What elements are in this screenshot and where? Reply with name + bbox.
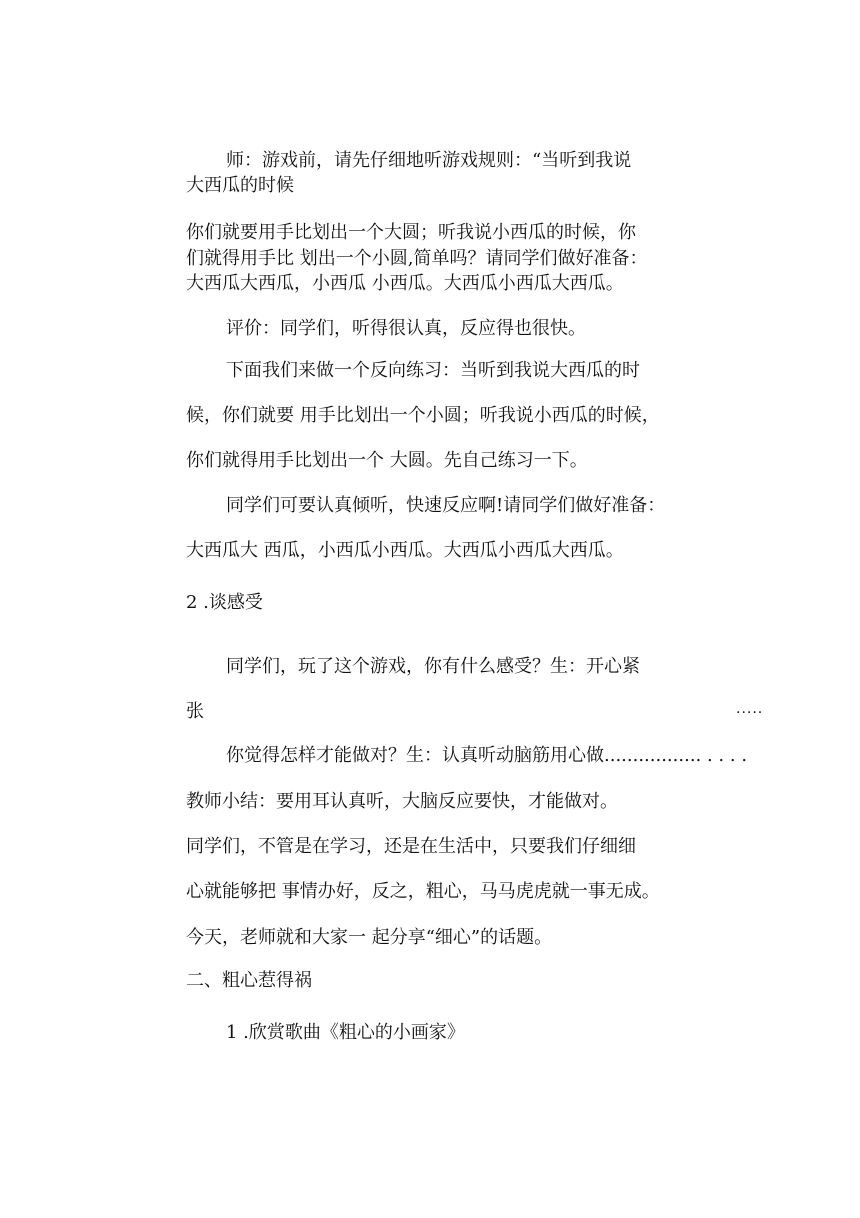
paragraph-line: 教师小结：要用耳认真听，大脑反应要快，才能做对。 xyxy=(186,791,618,812)
paragraph-line: 候，你们就要 用手比划出一个小圆；听我说小西瓜的时候， xyxy=(186,405,660,426)
paragraph-line: 你们就得用手比划出一个 大圆。先自己练习一下。 xyxy=(186,450,588,471)
subsection-heading: 1 .欣赏歌曲《粗心的小画家》 xyxy=(226,1022,465,1043)
paragraph-line: 大西瓜大 西瓜，小西瓜小西瓜。大西瓜小西瓜大西瓜。 xyxy=(186,540,624,561)
paragraph-line: 们就得用手比 划出一个小圆,简单吗？请同学们做好准备： xyxy=(186,248,648,269)
paragraph-line: 同学们可要认真倾听，快速反应啊!请同学们做好准备： xyxy=(226,495,666,516)
ellipsis-dots: ..... xyxy=(736,701,764,717)
paragraph-line: 心就能够把 事情办好，反之，粗心，马马虎虎就一事无成。 xyxy=(186,881,660,902)
paragraph-line: 你觉得怎样才能做对？生：认真听动脑筋用心做................. . . . . xyxy=(226,745,748,766)
paragraph-line: 同学们，玩了这个游戏，你有什么感受？生：开心紧 xyxy=(226,656,640,677)
paragraph-line: 你们就要用手比划出一个大圆；听我说小西瓜的时候，你 xyxy=(186,222,636,243)
paragraph-line: 大西瓜大西瓜，小西瓜 小西瓜。大西瓜小西瓜大西瓜。 xyxy=(186,273,624,294)
paragraph-line: 今天，老师就和大家一 起分享“细心”的话题。 xyxy=(186,927,553,948)
paragraph-line: 大西瓜的时候 xyxy=(186,175,294,196)
paragraph-line: 师：游戏前，请先仔细地听游戏规则：“当听到我说 xyxy=(226,150,632,171)
section-heading: 二、粗心惹得祸 xyxy=(186,970,312,991)
paragraph-line: 同学们，不管是在学习，还是在生活中，只要我们仔细细 xyxy=(186,836,636,857)
paragraph-line: 评价：同学们，听得很认真，反应得也很快。 xyxy=(226,318,586,339)
section-heading: 2 .谈感受 xyxy=(186,592,263,613)
paragraph-line: 张 xyxy=(186,701,204,722)
paragraph-line: 下面我们来做一个反向练习：当听到我说大西瓜的时 xyxy=(226,360,640,381)
